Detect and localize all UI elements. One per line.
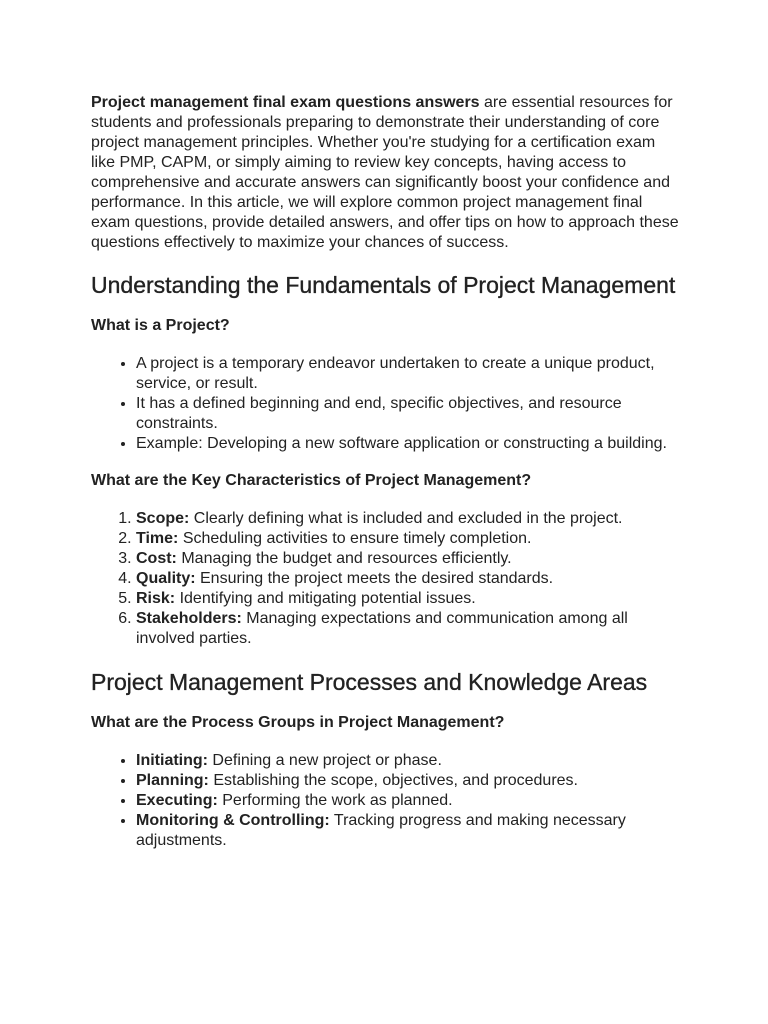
list-item (136, 509, 681, 529)
item-label: Monitoring & Controlling: (136, 812, 330, 829)
item-text: Defining a new project or phase. (207, 752, 442, 769)
item-label: Cost: (136, 550, 177, 567)
section-heading-fundamentals: Understanding the Fundamentals of Project Management (91, 272, 676, 298)
question-heading-key-characteristics: What are the Key Characteristics of Project Management? (91, 472, 532, 489)
question-heading-process-groups: What are the Process Groups in Project Management? (91, 714, 505, 731)
list-item (136, 609, 681, 649)
list-item (136, 751, 681, 771)
list-item: • A project is a temporary endeavor undertaken to create a unique product, service, or result. (136, 354, 681, 394)
list-item: • It has a defined beginning and end, specific objectives, and resource constraints. (136, 394, 681, 434)
item-text: Managing expectations and communication among all involved parties. (136, 610, 628, 647)
item-label: Scope: (136, 510, 190, 527)
item-label: Executing: (136, 792, 218, 809)
item-text: Tracking progress and making necessary adjustments. (136, 812, 626, 849)
section-heading-processes: Project Management Processes and Knowledge Areas (91, 669, 648, 695)
list-item (136, 529, 681, 549)
item-text: Clearly defining what is included and excluded in the project. (189, 510, 623, 527)
item-text: Establishing the scope, objectives, and procedures. (208, 772, 578, 789)
item-label: Initiating: (136, 752, 208, 769)
list-item (136, 549, 681, 569)
intro-paragraph (91, 93, 681, 253)
question-heading-what-is-project: What is a Project? (91, 317, 230, 334)
key-characteristics-list (91, 509, 681, 649)
list-item (136, 811, 681, 851)
process-groups-list (91, 751, 681, 851)
list-item: • Example: Developing a new software application or constructing a building. (136, 434, 681, 454)
document-page (91, 93, 681, 851)
item-text: Ensuring the project meets the desired standards. (195, 570, 554, 587)
item-label: Time: (136, 530, 179, 547)
list-item (136, 771, 681, 791)
item-label: Risk: (136, 590, 176, 607)
item-text: Managing the budget and resources efficiently. (176, 550, 512, 567)
intro-text: are essential resources for students and professionals preparing to demonstrate their understanding of core project management principles. Whether you're studying for a certification exam like PMP, CAPM, or simply aiming to review key concepts, having access to comprehensive and accurate answers can significantly boost your confidence and performance. In this article, we will explore common project management final exam questions, provide detailed answers, and offer tips on how to approach these questions effectively to maximize your chances of success. (91, 94, 679, 251)
list-item (136, 569, 681, 589)
item-label: Stakeholders: (136, 610, 242, 627)
item-text: Performing the work as planned. (217, 792, 453, 809)
item-text: Scheduling activities to ensure timely completion. (178, 530, 532, 547)
item-label: Quality: (136, 570, 196, 587)
list-item (136, 791, 681, 811)
intro-bold-lead: Project management final exam questions answers (91, 94, 480, 111)
item-label: Planning: (136, 772, 209, 789)
project-definition-list (91, 354, 681, 454)
item-text: Identifying and mitigating potential issues. (175, 590, 476, 607)
list-item (136, 589, 681, 609)
